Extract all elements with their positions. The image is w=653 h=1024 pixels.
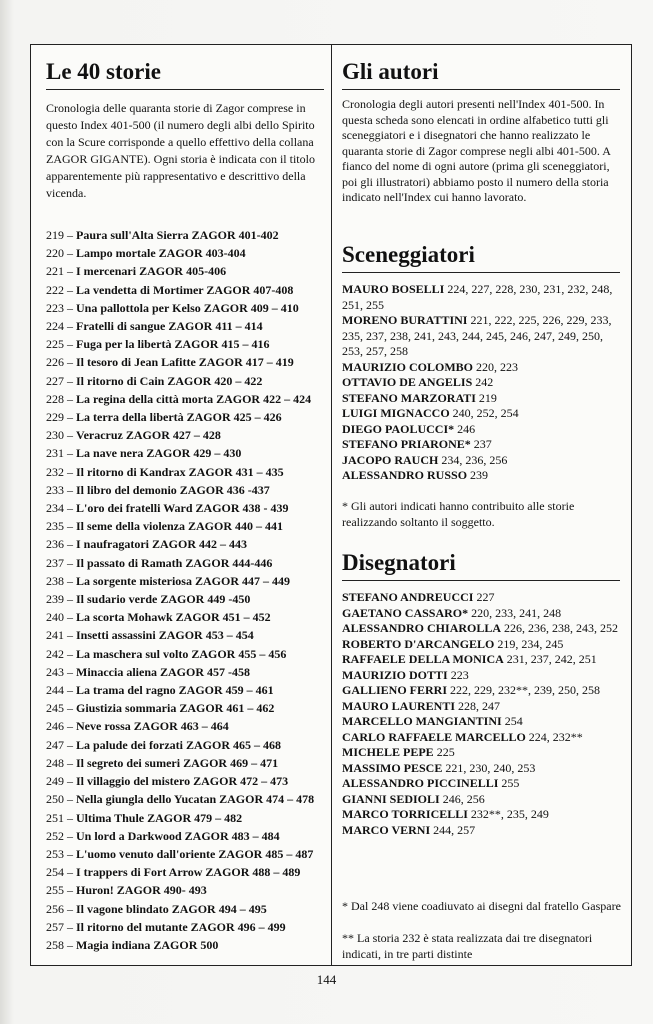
author-item xyxy=(342,668,622,684)
story-title: L'uomo venuto dall'oriente ZAGOR 485 – 487 xyxy=(76,846,314,861)
story-title: I naufragatori ZAGOR 442 – 443 xyxy=(76,537,247,552)
story-item: 232 – Il ritorno di Kandrax ZAGOR 431 – 435 xyxy=(46,464,284,479)
author-item xyxy=(342,621,622,637)
story-item: 255 – Huron! ZAGOR 490- 493 xyxy=(46,883,207,898)
stories-intro: Cronologia delle quaranta storie di Zagor comprese in questo Index 401-500 (il numero degli albi dello Spirito con la Scure corrisponde a quello effettivo della collana ZAGOR GIGANTE). Ogni storia è indicata con il titolo apparentemente più rappresentativo e descrittivo della vicenda. xyxy=(46,101,315,200)
story-number: 236 xyxy=(46,537,64,552)
author-name: JACOPO RAUCH xyxy=(342,452,439,467)
story-item: 242 – La maschera sul volto ZAGOR 455 – 456 xyxy=(46,646,287,661)
author-item xyxy=(342,375,622,391)
story-number: 242 xyxy=(46,646,64,661)
story-title: Minaccia aliena ZAGOR 457 -458 xyxy=(76,664,250,679)
author-name: RAFFAELE DELLA MONICA xyxy=(342,652,504,666)
story-number: 224 xyxy=(46,319,64,334)
author-name: ROBERTO D'ARCANGELO xyxy=(342,636,495,651)
story-item: 229 – La terra della libertà ZAGOR 425 – 426 xyxy=(46,410,282,425)
story-number: 228 xyxy=(46,391,64,406)
story-title: La trama del ragno ZAGOR 459 – 461 xyxy=(76,683,274,698)
story-item: 243 – Minaccia aliena ZAGOR 457 -458 xyxy=(46,664,250,679)
author-stories: 219, 234, 245 xyxy=(494,636,564,651)
story-number: 255 xyxy=(46,883,64,898)
author-item xyxy=(342,761,622,777)
story-item: 220 – Lampo mortale ZAGOR 403-404 xyxy=(46,246,246,261)
author-stories: 244, 257 xyxy=(430,822,476,837)
author-name: MARCO VERNI xyxy=(342,822,431,837)
author-stories: 232**, 235, 249 xyxy=(467,807,549,821)
story-number: 250 xyxy=(46,792,64,807)
author-stories: 223 xyxy=(447,667,469,682)
story-item: 251 – Ultima Thule ZAGOR 479 – 482 xyxy=(46,810,243,825)
story-item: 228 – La regina della città morta ZAGOR 422 – 424 xyxy=(46,391,312,406)
author-stories: 219 xyxy=(475,390,497,405)
author-name: OTTAVIO DE ANGELIS xyxy=(342,375,473,389)
story-item: 254 – I trappers di Fort Arrow ZAGOR 488 – 489 xyxy=(46,865,301,880)
author-stories: 242 xyxy=(472,375,494,389)
artists-note-2: ** La storia 232 è stata realizzata dai tre disegnatori indicati, in tre parti distinte xyxy=(342,931,593,961)
author-item xyxy=(342,745,622,761)
story-item: 235 – Il seme della violenza ZAGOR 440 – 441 xyxy=(46,519,283,534)
story-title: Insetti assassini ZAGOR 453 – 454 xyxy=(76,628,254,643)
author-item xyxy=(342,807,622,823)
author-name: DIEGO PAOLUCCI* xyxy=(342,421,455,436)
story-title: Il villaggio del mistero ZAGOR 472 – 473 xyxy=(76,774,289,789)
author-stories: 227 xyxy=(473,590,495,604)
author-item xyxy=(342,313,622,360)
story-number: 237 xyxy=(46,555,64,570)
author-name: MICHELE PEPE xyxy=(342,745,434,759)
story-number: 225 xyxy=(46,337,64,352)
story-number: 222 xyxy=(46,282,64,297)
story-number: 247 xyxy=(46,737,64,752)
story-title: Fratelli di sangue ZAGOR 411 – 414 xyxy=(76,319,263,334)
story-number: 231 xyxy=(46,446,64,461)
story-title: Il vagone blindato ZAGOR 494 – 495 xyxy=(76,901,267,916)
story-number: 243 xyxy=(46,664,64,679)
author-item xyxy=(342,683,622,699)
story-title: La maschera sul volto ZAGOR 455 – 456 xyxy=(76,646,287,661)
author-stories: 246 xyxy=(454,421,476,436)
author-item xyxy=(342,282,622,313)
story-title: Veracruz ZAGOR 427 – 428 xyxy=(76,428,221,443)
story-number: 248 xyxy=(46,755,64,770)
author-item xyxy=(342,699,622,715)
story-number: 233 xyxy=(46,482,64,497)
story-title: Ultima Thule ZAGOR 479 – 482 xyxy=(76,810,243,825)
author-stories: 246, 256 xyxy=(439,791,485,806)
story-number: 251 xyxy=(46,810,64,825)
author-stories: 224, 227, 228, 230, 231, 232, 248, 251, 255 xyxy=(342,282,613,312)
story-number: 246 xyxy=(46,719,64,734)
authors-intro: Cronologia degli autori presenti nell'Index 401-500. In questa scheda sono elencati in ordine alfabetico tutti gli sceneggiatori e i disegnatori che hanno realizzato le quaranta storie di Zagor comprese negli albi 401-500. A fianco del nome di ogni autore (prima gli sceneggiatori, poi gli illustratori) abbiamo posto il numero della storia indicato nell'Index cui hanno lavorato. xyxy=(342,97,611,204)
story-title: Fuga per la libertà ZAGOR 415 – 416 xyxy=(76,337,270,352)
author-name: MAURO LAURENTI xyxy=(342,698,456,713)
story-title: La sorgente misteriosa ZAGOR 447 – 449 xyxy=(76,573,290,588)
author-stories: 239 xyxy=(467,468,489,482)
story-title: Neve rossa ZAGOR 463 – 464 xyxy=(76,719,229,734)
writers-title: Sceneggiatori xyxy=(342,241,620,273)
story-title: Il ritorno del mutante ZAGOR 496 – 499 xyxy=(76,919,286,934)
story-item: 226 – Il tesoro di Jean Lafitte ZAGOR 417 – 419 xyxy=(46,355,294,370)
story-item: 246 – Neve rossa ZAGOR 463 – 464 xyxy=(46,719,229,734)
author-stories: 254 xyxy=(501,714,523,728)
story-item: 258 – Magia indiana ZAGOR 500 xyxy=(46,937,219,952)
author-stories: 234, 236, 256 xyxy=(438,452,508,467)
story-title: I mercenari ZAGOR 405-406 xyxy=(76,264,227,279)
author-stories: 255 xyxy=(498,776,520,790)
story-item: 249 – Il villaggio del mistero ZAGOR 472 – 473 xyxy=(46,774,289,789)
story-item: 223 – Una pallottola per Kelso ZAGOR 409 – 410 xyxy=(46,300,299,315)
story-number: 244 xyxy=(46,683,64,698)
story-number: 257 xyxy=(46,919,64,934)
story-item: 247 – La palude dei forzati ZAGOR 465 – 468 xyxy=(46,737,282,752)
story-title: L'oro dei fratelli Ward ZAGOR 438 - 439 xyxy=(76,501,289,516)
story-item: 256 – Il vagone blindato ZAGOR 494 – 495 xyxy=(46,901,267,916)
story-number: 253 xyxy=(46,846,64,861)
author-stories: 231, 237, 242, 251 xyxy=(503,652,597,666)
story-title: Il libro del demonio ZAGOR 436 -437 xyxy=(76,482,270,497)
author-stories: 237 xyxy=(470,437,492,451)
author-name: ALESSANDRO CHIAROLLA xyxy=(342,621,502,635)
page-number: 144 xyxy=(316,972,337,987)
author-item xyxy=(342,792,622,808)
author-stories: 240, 252, 254 xyxy=(449,406,519,420)
author-name: STEFANO MARZORATI xyxy=(342,390,476,405)
story-title: La vendetta di Mortimer ZAGOR 407-408 xyxy=(76,282,294,297)
author-item xyxy=(342,468,622,484)
story-item: 221 – I mercenari ZAGOR 405-406 xyxy=(46,264,227,279)
story-item: 239 – Il sudario verde ZAGOR 449 -450 xyxy=(46,592,251,607)
story-number: 223 xyxy=(46,300,64,315)
story-title: La scorta Mohawk ZAGOR 451 – 452 xyxy=(76,610,271,625)
story-item: 227 – Il ritorno di Cain ZAGOR 420 – 422 xyxy=(46,373,263,388)
author-item xyxy=(342,776,622,792)
author-item xyxy=(342,714,622,730)
story-title: Il tesoro di Jean Lafitte ZAGOR 417 – 419 xyxy=(76,355,294,370)
author-name: STEFANO PRIARONE* xyxy=(342,437,471,451)
story-item: 240 – La scorta Mohawk ZAGOR 451 – 452 xyxy=(46,610,271,625)
author-item xyxy=(342,590,622,606)
story-item: 222 – La vendetta di Mortimer ZAGOR 407-408 xyxy=(46,282,294,297)
story-item: 233 – Il libro del demonio ZAGOR 436 -437 xyxy=(46,482,270,497)
story-number: 258 xyxy=(46,937,64,952)
writers-list xyxy=(342,282,622,484)
story-title: Il segreto dei sumeri ZAGOR 469 – 471 xyxy=(76,755,279,770)
story-number: 232 xyxy=(46,464,64,479)
story-title: Giustizia sommaria ZAGOR 461 – 462 xyxy=(76,701,275,716)
story-number: 226 xyxy=(46,355,64,370)
author-stories: 221, 230, 240, 253 xyxy=(442,760,536,775)
author-item xyxy=(342,406,622,422)
story-number: 254 xyxy=(46,865,64,880)
author-name: CARLO RAFFAELE MARCELLO xyxy=(342,729,526,744)
author-name: GAETANO CASSARO* xyxy=(342,605,469,620)
story-title: Nella giungla dello Yucatan ZAGOR 474 – 478 xyxy=(76,792,315,807)
author-name: MORENO BURATTINI xyxy=(342,313,468,327)
author-item xyxy=(342,422,622,438)
artists-list xyxy=(342,590,622,838)
author-item xyxy=(342,637,622,653)
story-title: Il passato di Ramath ZAGOR 444-446 xyxy=(76,555,273,570)
story-number: 256 xyxy=(46,901,64,916)
stories-list xyxy=(46,226,336,954)
story-number: 252 xyxy=(46,828,64,843)
author-item xyxy=(342,391,622,407)
story-title: Magia indiana ZAGOR 500 xyxy=(76,937,219,952)
story-item: 225 – Fuga per la libertà ZAGOR 415 – 416 xyxy=(46,337,270,352)
author-name: MAURIZIO COLOMBO xyxy=(342,359,474,374)
story-number: 230 xyxy=(46,428,64,443)
author-stories: 228, 247 xyxy=(455,698,501,713)
author-stories: 224, 232** xyxy=(525,729,583,744)
story-item: 250 – Nella giungla dello Yucatan ZAGOR 474 – 478 xyxy=(46,792,315,807)
story-item: 253 – L'uomo venuto dall'oriente ZAGOR 485 – 487 xyxy=(46,846,314,861)
author-name: ALESSANDRO PICCINELLI xyxy=(342,776,499,790)
story-number: 219 xyxy=(46,228,64,242)
story-item: 224 – Fratelli di sangue ZAGOR 411 – 414 xyxy=(46,319,263,334)
story-title: Il ritorno di Cain ZAGOR 420 – 422 xyxy=(76,373,263,388)
author-name: ALESSANDRO RUSSO xyxy=(342,468,468,482)
story-number: 245 xyxy=(46,701,64,716)
story-title: I trappers di Fort Arrow ZAGOR 488 – 489 xyxy=(76,865,301,880)
story-title: Huron! ZAGOR 490- 493 xyxy=(76,883,207,898)
author-item xyxy=(342,652,622,668)
story-number: 229 xyxy=(46,410,64,425)
author-name: MASSIMO PESCE xyxy=(342,760,443,775)
story-number: 241 xyxy=(46,628,64,643)
story-item: 237 – Il passato di Ramath ZAGOR 444-446 xyxy=(46,555,273,570)
story-number: 227 xyxy=(46,373,64,388)
story-title: Lampo mortale ZAGOR 403-404 xyxy=(76,246,246,261)
stories-title: Le 40 storie xyxy=(46,58,324,90)
story-title: Un lord a Darkwood ZAGOR 483 – 484 xyxy=(76,828,280,843)
story-number: 239 xyxy=(46,592,64,607)
story-item: 252 – Un lord a Darkwood ZAGOR 483 – 484 xyxy=(46,828,280,843)
story-item: 219 – Paura sull'Alta Sierra ZAGOR 401-402 xyxy=(46,228,279,242)
story-item: 236 – I naufragatori ZAGOR 442 – 443 xyxy=(46,537,247,552)
author-name: GIANNI SEDIOLI xyxy=(342,791,440,806)
author-stories: 220, 223 xyxy=(473,359,519,374)
story-title: Paura sull'Alta Sierra ZAGOR 401-402 xyxy=(76,228,279,242)
story-number: 235 xyxy=(46,519,64,534)
story-item: 245 – Giustizia sommaria ZAGOR 461 – 462 xyxy=(46,701,275,716)
author-item xyxy=(342,730,622,746)
story-title: La regina della città morta ZAGOR 422 – 424 xyxy=(76,391,312,406)
story-item: 231 – La nave nera ZAGOR 429 – 430 xyxy=(46,446,242,461)
writers-note: * Gli autori indicati hanno contribuito alle storie realizzando soltanto il soggetto. xyxy=(342,499,575,529)
author-name: MAURIZIO DOTTI xyxy=(342,667,448,682)
author-name: MARCELLO MANGIANTINI xyxy=(342,714,502,728)
author-stories: 226, 236, 238, 243, 252 xyxy=(501,621,619,635)
story-title: Il sudario verde ZAGOR 449 -450 xyxy=(76,592,251,607)
story-title: La palude dei forzati ZAGOR 465 – 468 xyxy=(76,737,282,752)
author-stories: 225 xyxy=(433,745,455,759)
author-item xyxy=(342,823,622,839)
authors-title: Gli autori xyxy=(342,58,620,90)
story-item: 257 – Il ritorno del mutante ZAGOR 496 – 499 xyxy=(46,919,286,934)
story-item: 241 – Insetti assassini ZAGOR 453 – 454 xyxy=(46,628,254,643)
author-stories: 220, 233, 241, 248 xyxy=(468,605,562,620)
story-title: La nave nera ZAGOR 429 – 430 xyxy=(76,446,242,461)
author-name: STEFANO ANDREUCCI xyxy=(342,590,474,604)
story-number: 238 xyxy=(46,573,64,588)
story-title: Il ritorno di Kandrax ZAGOR 431 – 435 xyxy=(76,464,284,479)
author-name: MAURO BOSELLI xyxy=(342,282,445,296)
author-stories: 222, 229, 232**, 239, 250, 258 xyxy=(447,683,601,697)
story-item: 230 – Veracruz ZAGOR 427 – 428 xyxy=(46,428,221,443)
author-stories: 221, 222, 225, 226, 229, 233, 235, 237, 238, 241, 243, 244, 245, 246, 247, 249, 250, 253, 257, 258 xyxy=(342,313,612,358)
story-number: 240 xyxy=(46,610,64,625)
story-number: 221 xyxy=(46,264,64,279)
story-item: 244 – La trama del ragno ZAGOR 459 – 461 xyxy=(46,683,274,698)
story-item: 238 – La sorgente misteriosa ZAGOR 447 – 449 xyxy=(46,573,290,588)
author-name: MARCO TORRICELLI xyxy=(342,807,468,821)
story-title: Il seme della violenza ZAGOR 440 – 441 xyxy=(76,519,283,534)
artists-title: Disegnatori xyxy=(342,549,620,581)
author-name: GALLIENO FERRI xyxy=(342,683,448,697)
author-item xyxy=(342,606,622,622)
author-name: LUIGI MIGNACCO xyxy=(342,406,450,420)
story-item: 248 – Il segreto dei sumeri ZAGOR 469 – 471 xyxy=(46,755,279,770)
story-number: 249 xyxy=(46,774,64,789)
artists-note-1: * Dal 248 viene coadiuvato ai disegni dal fratello Gaspare xyxy=(342,899,621,913)
author-item xyxy=(342,360,622,376)
story-title: Una pallottola per Kelso ZAGOR 409 – 410 xyxy=(76,300,299,315)
author-item xyxy=(342,453,622,469)
story-number: 234 xyxy=(46,501,64,516)
story-item: 234 – L'oro dei fratelli Ward ZAGOR 438 - 439 xyxy=(46,501,289,516)
author-item xyxy=(342,437,622,453)
story-number: 220 xyxy=(46,246,64,261)
story-title: La terra della libertà ZAGOR 425 – 426 xyxy=(76,410,282,425)
